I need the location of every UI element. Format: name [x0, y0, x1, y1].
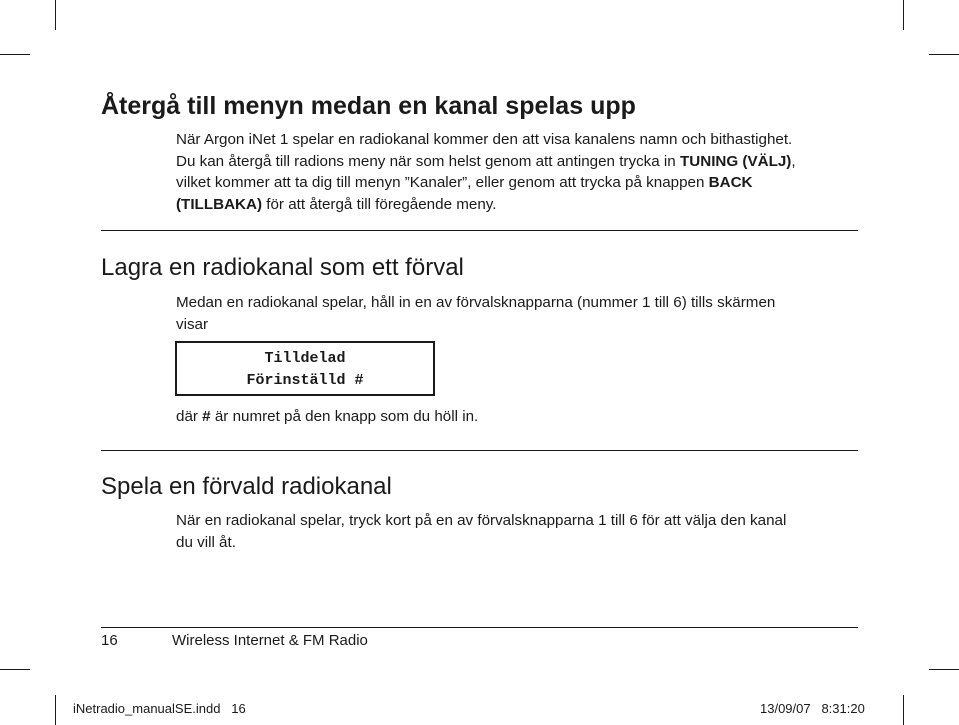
text-run: för att återgå till föregående meny.: [262, 195, 497, 213]
tuning-button-label: TUNING (VÄLJ): [679, 152, 792, 170]
section-divider: [101, 450, 858, 451]
paragraph-line: När en radiokanal spelar, tryck kort på en av förvalsknapparna 1 till 6 för att välja den kanal: [176, 512, 787, 529]
crop-mark-bottom-right-h: [929, 669, 959, 670]
section-store-paragraph: [176, 292, 866, 335]
section-heading-store-preset: Lagra en radiokanal som ett förval: [101, 254, 464, 281]
display-line-assigned: Tilldelad: [264, 350, 346, 367]
crop-mark-top-left: [55, 0, 56, 30]
text-run: ,: [791, 152, 796, 170]
crop-mark-top-left-h: [0, 54, 30, 55]
back-button-label: BACK: [708, 174, 753, 191]
paragraph-line: visar: [176, 315, 209, 333]
paragraph-line: du vill åt.: [176, 533, 236, 551]
footer-title: Wireless Internet & FM Radio: [172, 632, 368, 649]
paragraph-line: [176, 172, 866, 194]
crop-mark-top-right-h: [929, 54, 959, 55]
section-divider: [101, 230, 858, 231]
crop-mark-top-right: [903, 0, 904, 30]
paragraph-line: [176, 406, 866, 428]
display-line-preset: Förinställd #: [246, 372, 364, 389]
radio-display-box: [175, 341, 435, 396]
hash-symbol: #: [202, 408, 211, 425]
crop-mark-bottom-left: [55, 695, 56, 725]
section-heading-return-to-menu: Återgå till menyn medan en kanal spelas upp: [101, 92, 636, 120]
paragraph-line: [176, 151, 866, 173]
page-number: 16: [101, 632, 118, 649]
text-run: där: [176, 408, 203, 425]
section-return-paragraph: [176, 129, 866, 215]
paragraph-line: Medan en radiokanal spelar, håll in en av förvalsknapparna (nummer 1 till 6) tills skärmen: [176, 294, 776, 311]
text-run: vilket kommer att ta dig till menyn ”Kanaler”, eller genom att trycka på knappen: [176, 174, 709, 191]
section-store-note: [176, 406, 866, 428]
slug-filename: iNetradio_manualSE.indd 16: [73, 701, 246, 716]
footer-rule: [101, 627, 858, 628]
paragraph-line: När Argon iNet 1 spelar en radiokanal kommer den att visa kanalens namn och bithastighet.: [176, 131, 793, 148]
slug-timestamp: 13/09/07 8:31:20: [760, 701, 865, 716]
paragraph-line: [176, 194, 866, 216]
crop-mark-bottom-right: [903, 695, 904, 725]
section-play-paragraph: [176, 510, 866, 553]
tillbaka-label: (TILLBAKA): [176, 195, 263, 213]
crop-mark-bottom-left-h: [0, 669, 30, 670]
section-heading-play-preset: Spela en förvald radiokanal: [101, 473, 392, 500]
text-run: är numret på den knapp som du höll in.: [210, 408, 479, 425]
text-run: Du kan återgå till radions meny när som helst genom att antingen trycka in: [176, 152, 680, 170]
